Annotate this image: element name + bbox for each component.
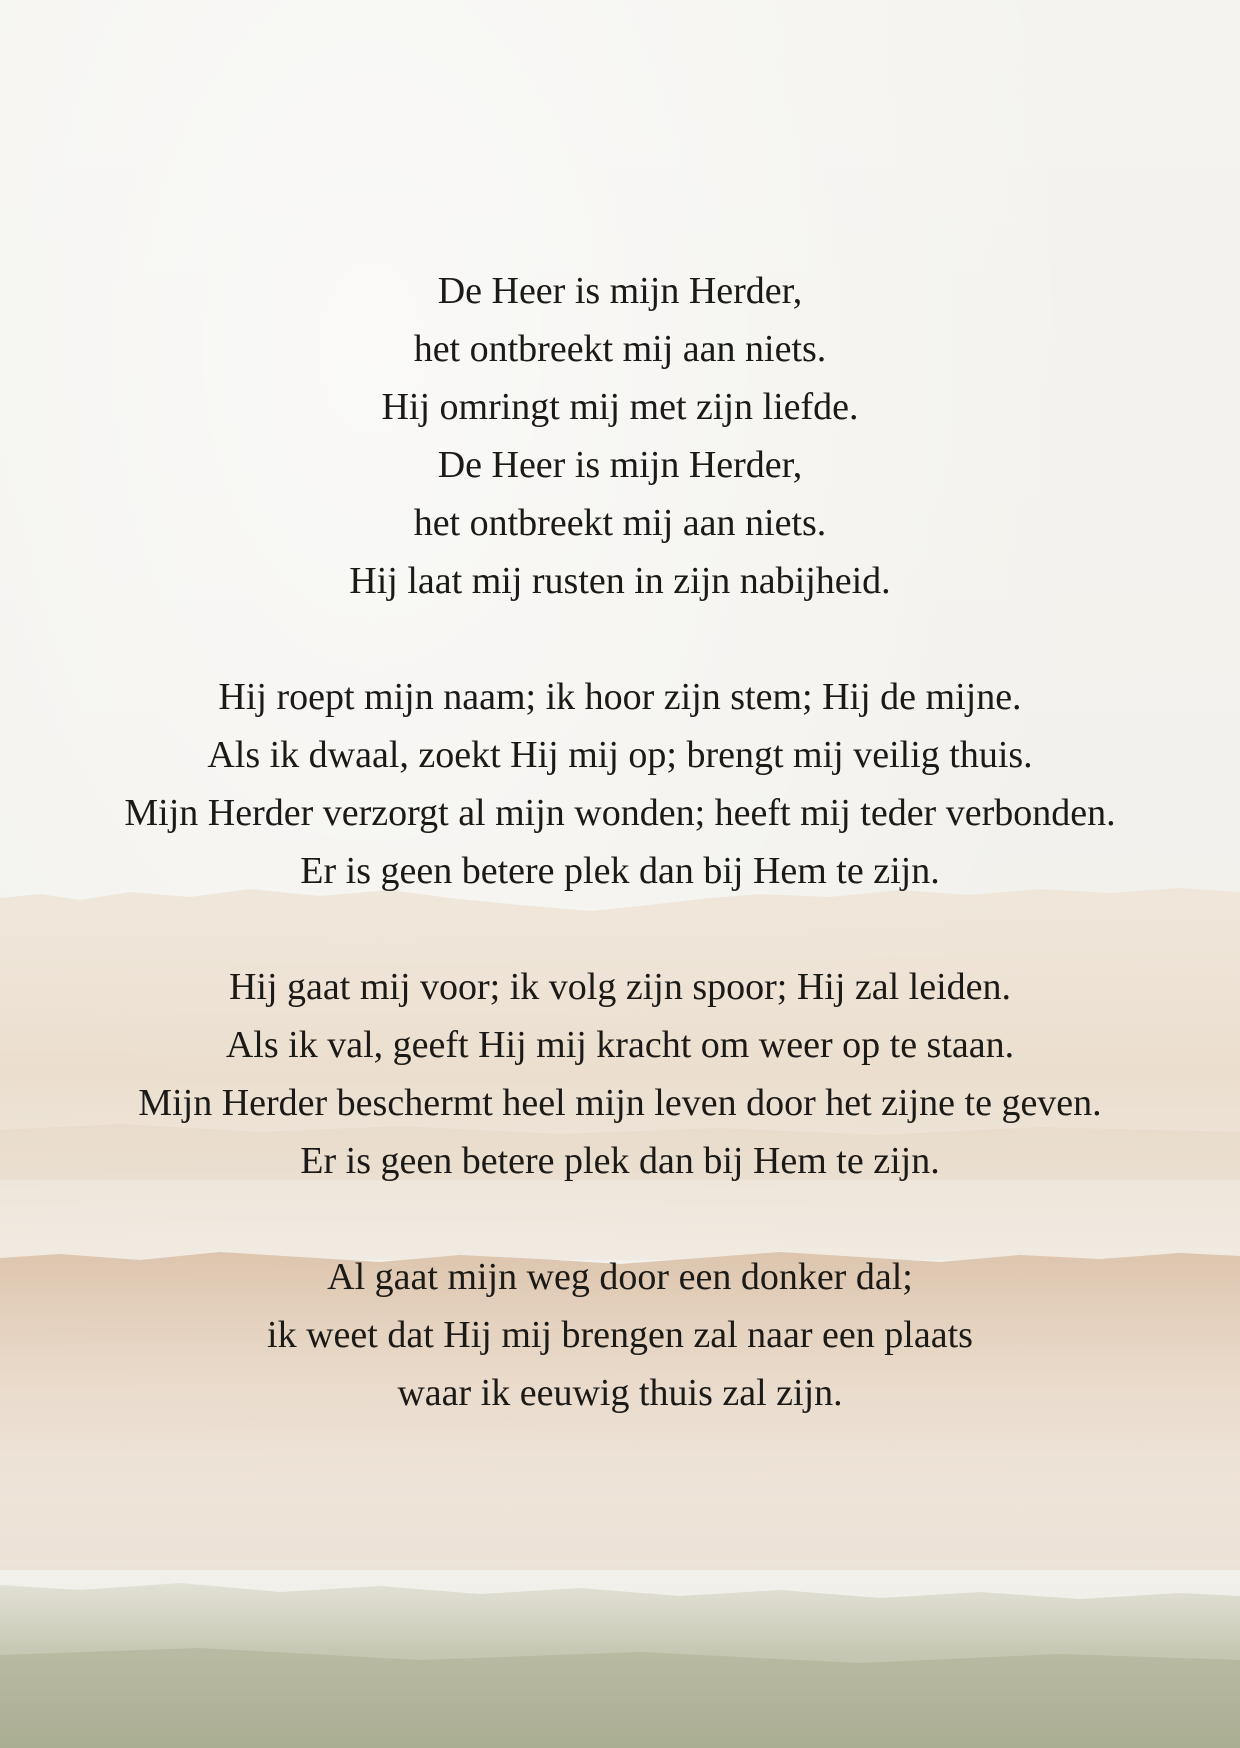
poem-line: Mijn Herder verzorgt al mijn wonden; heeft mij teder verbonden.	[124, 792, 1116, 834]
poem-line: Mijn Herder beschermt heel mijn leven door het zijne te geven.	[138, 1082, 1102, 1124]
poem-line: Hij omringt mij met zijn liefde.	[381, 386, 859, 428]
poem-line: het ontbreekt mij aan niets.	[413, 502, 827, 544]
poem-line: Hij laat mij rusten in zijn nabijheid.	[349, 560, 891, 602]
poem-line: Als ik dwaal, zoekt Hij mij op; brengt mij veilig thuis.	[207, 734, 1033, 776]
poem-line: Al gaat mijn weg door een donker dal;	[327, 1256, 913, 1298]
poem-line: waar ik eeuwig thuis zal zijn.	[397, 1372, 843, 1414]
poem-line: De Heer is mijn Herder,	[437, 270, 803, 312]
stanza-4	[0, 1248, 1240, 1422]
poem-line: ik weet dat Hij mij brengen zal naar een plaats	[267, 1314, 973, 1356]
poem-line: het ontbreekt mij aan niets.	[413, 328, 827, 370]
stanza-3	[0, 958, 1240, 1190]
poem-line: Er is geen betere plek dan bij Hem te zijn.	[300, 1140, 940, 1182]
poem	[0, 262, 1240, 1422]
poem-line: Als ik val, geeft Hij mij kracht om weer op te staan.	[225, 1024, 1015, 1066]
stanza-2	[0, 668, 1240, 900]
poem-line: Hij gaat mij voor; ik volg zijn spoor; Hij zal leiden.	[228, 966, 1012, 1008]
poem-line: Er is geen betere plek dan bij Hem te zijn.	[300, 850, 940, 892]
poem-line: De Heer is mijn Herder,	[437, 444, 803, 486]
poem-line: Hij roept mijn naam; ik hoor zijn stem; Hij de mijne.	[218, 676, 1022, 718]
stanza-1	[0, 262, 1240, 610]
